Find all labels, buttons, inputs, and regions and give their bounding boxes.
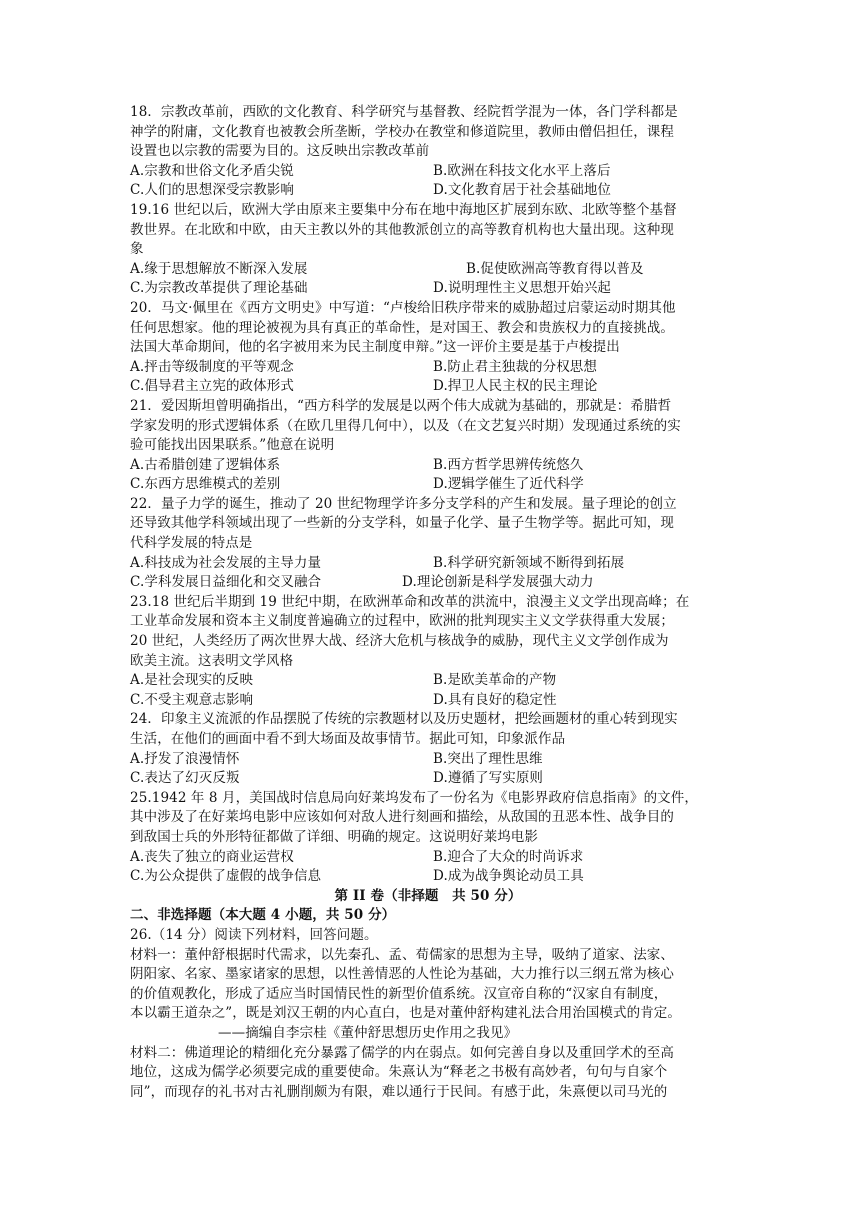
question-text-line: 设置也以宗教的需要为目的。这反映出宗教改革前 xyxy=(130,143,430,160)
question-text-line: 象 xyxy=(130,241,144,258)
option-row xyxy=(130,848,726,868)
question-18 xyxy=(130,103,726,201)
option-row xyxy=(130,456,726,476)
question-text-line: 法国大革命期间，他的名字被用来为民主制度申辩。”这一评价主要是基于卢梭提出 xyxy=(130,339,620,356)
option-c: C.学科发展日益细化和交叉融合 xyxy=(130,574,322,591)
option-row xyxy=(130,750,726,770)
question-22 xyxy=(130,495,726,593)
question-text-line: 20．马文·佩里在《西方文明史》中写道：“卢梭给旧秩序带来的威胁超过启蒙运动时期其他 xyxy=(130,299,676,316)
option-a: A.缘于思想解放不断深入发展 xyxy=(130,260,308,277)
option-row xyxy=(130,867,726,887)
question-20 xyxy=(130,299,726,397)
material-line: 同”，而现存的礼书对古礼删削颇为有限，难以通行于民间。有感于此，朱熹便以司马光的 xyxy=(130,1083,668,1100)
question-24 xyxy=(130,710,726,788)
option-d: D.成为战争舆论动员工具 xyxy=(433,868,584,885)
option-c: C.倡导君主立宪的政体形式 xyxy=(130,378,294,395)
part-2-title: 第 II 卷（非择题 共 50 分） xyxy=(334,887,522,904)
option-d: D.捍卫人民主权的民主理论 xyxy=(433,378,598,395)
option-d: D.遵循了写实原则 xyxy=(433,770,544,787)
option-c: C.表达了幻灭反叛 xyxy=(130,770,240,787)
question-text-line: 教世界。在北欧和中欧，由天主教以外的其他教派创立的高等教育机构也大量出现。这种现 xyxy=(130,221,674,238)
option-a: A.古希腊创建了逻辑体系 xyxy=(130,456,281,473)
question-25 xyxy=(130,789,726,887)
option-a: A.丧失了独立的商业运营权 xyxy=(130,848,294,865)
option-row xyxy=(130,377,726,397)
question-26 xyxy=(130,926,726,1102)
option-b: B.科学研究新领域不断得到拓展 xyxy=(433,554,625,571)
option-b: B.是欧美革命的产物 xyxy=(433,672,557,689)
material-source: ——摘编自李宗桂《董仲舒思想历史作用之我见》 xyxy=(218,1024,518,1041)
option-row xyxy=(130,671,726,691)
exam-content xyxy=(130,103,726,1102)
option-row xyxy=(130,358,726,378)
question-text-line: 学家发明的形式逻辑体系（在欧几里得几何中），以及（在文艺复兴时期）发现通过系统的实 xyxy=(130,417,681,434)
option-b: B.欧洲在科技文化水平上落后 xyxy=(433,162,611,179)
option-d: D.说明理性主义思想开始兴起 xyxy=(433,280,612,297)
option-b: B.促使欧洲高等教育得以普及 xyxy=(466,260,644,277)
question-text-line: 19.16 世纪以后，欧洲大学由原来主要集中分布在地中海地区扩展到东欧、北欧等整个基督 xyxy=(130,201,677,218)
option-row xyxy=(130,162,726,182)
material-line: 材料二：佛道理论的精细化充分暴露了儒学的内在弱点。如何完善自身以及重回学术的至高 xyxy=(130,1044,674,1061)
option-c: C.东西方思维模式的差别 xyxy=(130,476,281,493)
question-23 xyxy=(130,593,726,711)
material-line: 材料一：董仲舒根据时代需求，以先秦孔、孟、荀儒家的思想为主导，吸纳了道家、法家、 xyxy=(130,946,674,963)
option-row xyxy=(130,279,726,299)
question-text-line: 20 世纪，人类经历了两次世界大战、经济大危机与核战争的威胁，现代主义文学创作成为 xyxy=(130,633,669,650)
option-row xyxy=(130,554,726,574)
option-d: D.逻辑学催生了近代科学 xyxy=(433,476,584,493)
question-19 xyxy=(130,201,726,299)
material-line: 阴阳家、名家、墨家诸家的思想，以性善情恶的人性论为基础，大力推行以三纲五常为核心 xyxy=(130,966,674,983)
option-row xyxy=(130,475,726,495)
question-intro: 26.（14 分）阅读下列材料，回答问题。 xyxy=(130,926,378,943)
material-line: 本以霸王道杂之”，既是刘汉王朝的内心直白，也是对董仲舒构建礼法合用治国模式的肯定。 xyxy=(130,1005,681,1022)
option-d: D.理论创新是科学发展强大动力 xyxy=(402,574,594,591)
option-c: C.为公众提供了虚假的战争信息 xyxy=(130,868,322,885)
option-a: A.抨击等级制度的平等观念 xyxy=(130,358,294,375)
section-2-title: 二、非选择题（本大题 4 小题，共 50 分） xyxy=(130,907,396,924)
option-c: C.人们的思想深受宗教影响 xyxy=(130,182,294,199)
question-text-line: 生活，在他们的画面中看不到大场面及故事情节。据此可知，印象派作品 xyxy=(130,731,566,747)
question-text-line: 还导致其他学科领域出现了一些新的分支学科，如量子化学、量子生物学等。据此可知，现 xyxy=(130,515,674,532)
option-a: A.是社会现实的反映 xyxy=(130,672,254,689)
question-text-line: 工业革命发展和资本主义制度普遍确立的过程中，欧洲的批判现实主义文学获得重大发展； xyxy=(130,613,674,630)
question-text-line: 验可能找出因果联系。”他意在说明 xyxy=(130,437,335,454)
material-line: 地位，这成为儒学必须要完成的重要使命。朱熹认为“释老之书极有高妙者，句句与自家个 xyxy=(130,1064,668,1081)
question-text-line: 25.1942 年 8 月，美国战时信息局向好莱坞发布了一份名为《电影界政府信息指南》的文件， xyxy=(130,789,698,806)
option-b: B.西方哲学思辨传统悠久 xyxy=(433,456,584,473)
option-row xyxy=(130,260,726,280)
option-d: D.文化教育居于社会基础地位 xyxy=(433,182,612,199)
option-b: B.防止君主独裁的分权思想 xyxy=(433,358,598,375)
option-a: A.科技成为社会发展的主导力量 xyxy=(130,554,322,571)
option-a: A.宗教和世俗文化矛盾尖锐 xyxy=(130,162,294,179)
question-text-line: 任何思想家。他的理论被视为具有真正的革命性，是对国王、教会和贵族权力的直接挑战。 xyxy=(130,319,674,336)
question-text-line: 欧美主流。这表明文学风格 xyxy=(130,652,294,669)
question-text-line: 22．量子力学的诞生，推动了 20 世纪物理学许多分支学科的产生和发展。量子理论的创立 xyxy=(130,495,677,512)
material-line: 的价值观教化，形成了适应当时国情民性的新型价值系统。汉宣帝自称的“汉家自有制度， xyxy=(130,985,668,1002)
question-text-line: 到敌国士兵的外形特征都做了详细、明确的规定。这说明好莱坞电影 xyxy=(130,828,538,845)
option-c: C.为宗教改革提供了理论基础 xyxy=(130,280,308,297)
question-text-line: 18．宗教改革前，西欧的文化教育、科学研究与基督教、经院哲学混为一体，各门学科都是 xyxy=(130,104,678,120)
question-21 xyxy=(130,397,726,495)
option-row xyxy=(130,573,726,593)
option-b: B.迎合了大众的时尚诉求 xyxy=(433,848,584,865)
question-text-line: 23.18 世纪后半期到 19 世纪中期，在欧洲革命和改革的洪流中，浪漫主义文学出现高峰；在 xyxy=(130,593,690,610)
question-text-line: 神学的附庸，文化教育也被教会所垄断，学校办在教堂和修道院里，教师由僧侣担任，课程 xyxy=(130,123,674,140)
option-a: A.抒发了浪漫情怀 xyxy=(130,750,240,767)
question-text-line: 代科学发展的特点是 xyxy=(130,535,253,552)
question-text-line: 21．爱因斯坦曾明确指出，“西方科学的发展是以两个伟大成就为基础的，那就是：希腊哲 xyxy=(130,397,672,414)
option-row xyxy=(130,181,726,201)
option-row xyxy=(130,691,726,711)
option-c: C.不受主观意志影响 xyxy=(130,691,254,708)
option-d: D.具有良好的稳定性 xyxy=(433,691,557,708)
option-b: B.突出了理性思维 xyxy=(433,750,543,767)
question-text-line: 24．印象主义流派的作品摆脱了传统的宗教题材以及历史题材，把绘画题材的重心转到现实 xyxy=(130,711,678,728)
question-text-line: 其中涉及了在好莱坞电影中应该如何对敌人进行刻画和描绘，从敌国的丑恶本性、战争目的 xyxy=(130,809,674,826)
option-row xyxy=(130,769,726,789)
